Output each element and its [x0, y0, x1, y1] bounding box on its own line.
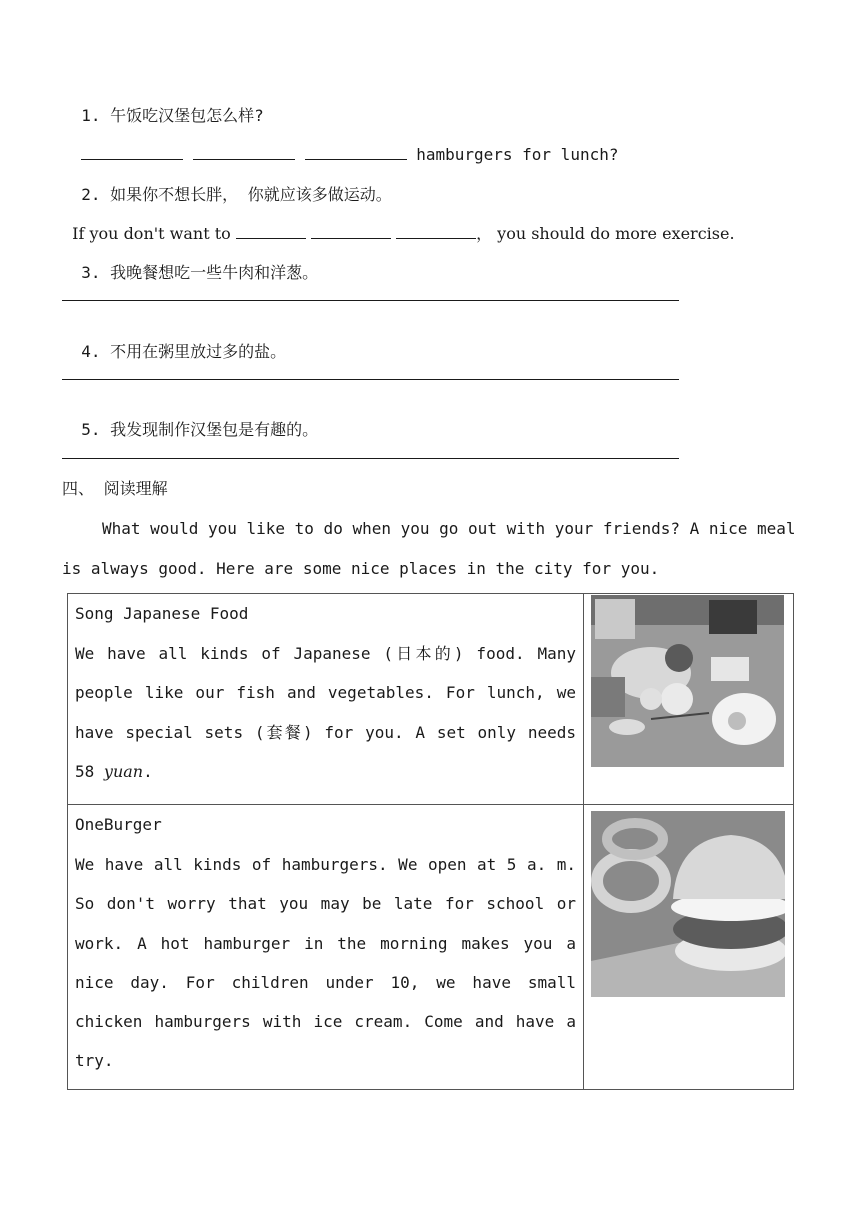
q4-prompt — [62, 322, 286, 362]
q1-blank-3[interactable] — [305, 145, 407, 160]
q1-blank-2[interactable] — [193, 145, 295, 160]
q1-english: hamburgers for lunch? — [416, 145, 619, 164]
ad-body: We have all kinds of Japanese (日本的) food. Many people like our fish and vegetables. For lunch, we have special sets (套餐) for you. A set only needs 58 — [75, 644, 576, 781]
reading-intro: What would you like to do when you go out with your friends? A nice meal is always good. Here are some nice places in the city for you. — [62, 519, 796, 578]
q2-chinese: 如果你不想长胖， 你就应该多做运动。 — [110, 185, 392, 204]
q4-number: 4. — [81, 342, 101, 361]
q1-number: 1. — [81, 106, 101, 125]
q2-blank-1[interactable] — [236, 224, 306, 239]
ad-title: OneBurger — [75, 815, 162, 834]
ad-text-cell — [68, 594, 584, 805]
ad-title: Song Japanese Food — [75, 604, 249, 623]
q2-blank-3[interactable] — [396, 224, 476, 239]
q5-chinese: 我发现制作汉堡包是有趣的。 — [110, 420, 319, 439]
section-heading: 四、 阅读理解 — [62, 479, 168, 498]
hamburger-photo — [591, 811, 785, 997]
q4-answer-rule[interactable] — [62, 379, 679, 380]
q2-english-post: ， you should do more exercise. — [476, 224, 735, 243]
q3-answer-rule[interactable] — [62, 300, 679, 301]
q5-number: 5. — [81, 420, 101, 439]
q2-number: 2. — [81, 185, 101, 204]
q2-english-pre: If you don't want to — [72, 224, 231, 243]
q4-chinese: 不用在粥里放过多的盐。 — [110, 342, 287, 361]
q2-answer-line — [62, 204, 735, 244]
q5-prompt — [62, 400, 318, 440]
reading-table — [67, 593, 794, 1090]
ad-body-unit: yuan — [103, 761, 144, 781]
q3-prompt — [62, 243, 318, 283]
ad-body: We have all kinds of hamburgers. We open at 5 a. m. So don't worry that you may be late for school or work. A hot hamburger in the morning makes you a nice day. For children under 10, we have small chicken hamburgers with ice cream. Come and have a try. — [75, 855, 576, 1071]
q2-blank-2[interactable] — [311, 224, 391, 239]
q5-answer-rule[interactable] — [62, 458, 679, 459]
japanese-food-set-photo — [591, 595, 784, 767]
q3-number: 3. — [81, 263, 101, 282]
ad-image-cell — [584, 805, 794, 1090]
table-row — [68, 805, 794, 1090]
q1-chinese: 午饭吃汉堡包怎么样? — [110, 106, 264, 125]
table-row — [68, 594, 794, 805]
ad-body-end: . — [143, 761, 153, 781]
q1-blank-1[interactable] — [81, 145, 183, 160]
ad-image-cell — [584, 594, 794, 805]
q1-answer-line — [62, 125, 618, 165]
q1-prompt — [62, 86, 264, 126]
q3-chinese: 我晚餐想吃一些牛肉和洋葱。 — [110, 263, 319, 282]
ad-text-cell — [68, 805, 584, 1090]
q2-prompt — [62, 165, 392, 205]
